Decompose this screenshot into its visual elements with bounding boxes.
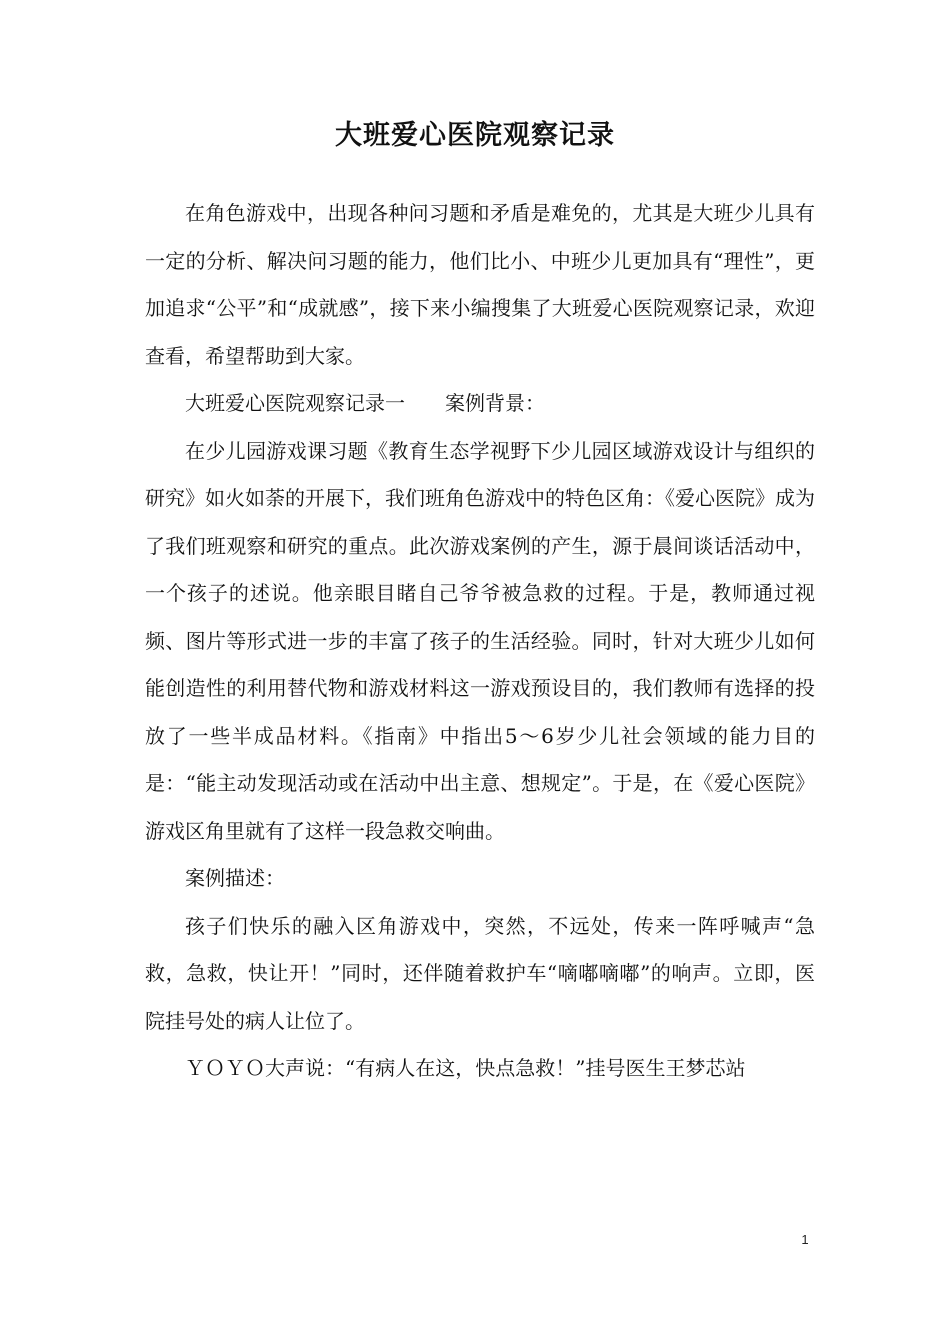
paragraph-description: 孩子们快乐的融入区角游戏中，突然，不远处，传来一阵呼喊声“急救，急救，快让开！”同时，还伴随着救护车“嘀嘟嘀嘟”的响声。立即，医院挂号处的病人让位了。 <box>145 913 815 1033</box>
paragraph-record-heading: 大班爱心医院观察记录一 案例背景： <box>185 391 545 415</box>
paragraph-background: 在少儿园游戏课习题《教育生态学视野下少儿园区域游戏设计与组织的研究》如火如荼的开展下，我们班角色游戏中的特色区角：《爱心医院》成为了我们班观察和研究的重点。此次游戏案例的产生，源于晨间谈话活动中，一个孩子的述说。他亲眼目睹自己爷爷被急救的过程。于是，教师通过视频、图片等形式进一步的丰富了孩子的生活经验。同时，针对大班少儿如何能创造性的利用替代物和游戏材料这一游戏预设目的，我们教师有选择的投放了一些半成品材料。《指南》中指出5～6岁少儿社会领域的能力目的是：“能主动发现活动或在活动中出主意、想规定”。于是，在《爱心医院》游戏区角里就有了这样一段急救交响曲。 <box>145 438 815 843</box>
paragraph-yoyo: ＹＯＹＯ大声说：“有病人在这，快点急救！”挂号医生王梦芯站 <box>185 1056 746 1080</box>
page-number: 1 <box>801 1232 809 1247</box>
document-body <box>145 190 815 1093</box>
paragraph-intro: 在角色游戏中，出现各种问习题和矛盾是难免的，尤其是大班少儿具有一定的分析、解决问习题的能力，他们比小、中班少儿更加具有“理性”，更加追求“公平”和“成就感”，接下来小编搜集了大班爱心医院观察记录，欢迎查看，希望帮助到大家。 <box>145 201 815 368</box>
document-title: 大班爱心医院观察记录 <box>335 120 615 151</box>
paragraph-description-heading: 案例描述： <box>185 866 285 890</box>
